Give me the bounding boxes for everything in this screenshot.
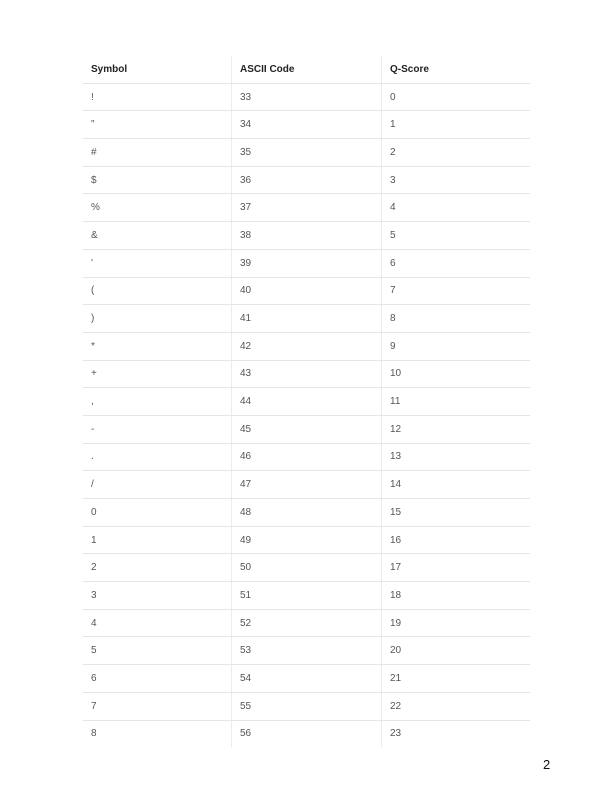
cell-ascii-code: 39 [232, 249, 382, 277]
cell-ascii-code: 56 [232, 720, 382, 747]
cell-q-score: 21 [382, 665, 531, 693]
cell-q-score: 17 [382, 554, 531, 582]
table-row [83, 665, 530, 693]
cell-symbol: 5 [83, 637, 232, 665]
cell-symbol: , [83, 388, 232, 416]
cell-q-score: 6 [382, 249, 531, 277]
cell-symbol: # [83, 139, 232, 167]
table-row [83, 332, 530, 360]
table-row [83, 692, 530, 720]
cell-q-score: 22 [382, 692, 531, 720]
cell-symbol: 3 [83, 582, 232, 610]
table-row [83, 443, 530, 471]
cell-ascii-code: 54 [232, 665, 382, 693]
cell-ascii-code: 40 [232, 277, 382, 305]
table-row [83, 166, 530, 194]
ascii-qscore-table [83, 56, 530, 747]
cell-q-score: 3 [382, 166, 531, 194]
cell-ascii-code: 43 [232, 360, 382, 388]
cell-symbol: 2 [83, 554, 232, 582]
cell-ascii-code: 37 [232, 194, 382, 222]
cell-symbol: 4 [83, 609, 232, 637]
table-row [83, 637, 530, 665]
cell-q-score: 4 [382, 194, 531, 222]
cell-q-score: 11 [382, 388, 531, 416]
cell-q-score: 19 [382, 609, 531, 637]
cell-symbol: * [83, 332, 232, 360]
cell-q-score: 12 [382, 415, 531, 443]
table-row [83, 194, 530, 222]
cell-ascii-code: 45 [232, 415, 382, 443]
cell-ascii-code: 33 [232, 83, 382, 111]
header-q-score: Q-Score [382, 56, 531, 83]
table-row [83, 720, 530, 747]
cell-q-score: 23 [390, 728, 402, 740]
page-number: 2 [543, 757, 551, 772]
cell-symbol: ( [83, 277, 232, 305]
header-ascii-code: ASCII Code [232, 56, 382, 83]
cell-q-score: 13 [382, 443, 531, 471]
table-row [83, 277, 530, 305]
cell-ascii-code: 44 [232, 388, 382, 416]
cell-ascii-code: 42 [232, 332, 382, 360]
cell-q-score: 1 [382, 111, 531, 139]
cell-ascii-code: 51 [232, 582, 382, 610]
cell-symbol: & [83, 222, 232, 250]
table-row [83, 582, 530, 610]
cell-q-score: 8 [382, 305, 531, 333]
table-row [83, 554, 530, 582]
cell-ascii-code: 53 [232, 637, 382, 665]
cell-q-score: 2 [382, 139, 531, 167]
table-header-row [83, 56, 530, 83]
table-row [83, 249, 530, 277]
cell-ascii-code: 46 [232, 443, 382, 471]
cell-ascii-code: 52 [232, 609, 382, 637]
cell-q-score: 18 [382, 582, 531, 610]
cell-symbol: / [83, 471, 232, 499]
table-row [83, 305, 530, 333]
cell-symbol: 7 [83, 692, 232, 720]
cell-ascii-code: 41 [232, 305, 382, 333]
cell-symbol: ' [83, 249, 232, 277]
cell-symbol: + [83, 360, 232, 388]
cell-q-score: 7 [382, 277, 531, 305]
cell-q-score: 16 [382, 526, 531, 554]
cell-q-score: 14 [382, 471, 531, 499]
table-row [83, 139, 530, 167]
cell-ascii-code: 49 [232, 526, 382, 554]
cell-q-score: 0 [382, 83, 531, 111]
cell-symbol: ) [83, 305, 232, 333]
table-row [83, 222, 530, 250]
cell-ascii-code: 47 [232, 471, 382, 499]
cell-symbol: 8 [83, 720, 232, 747]
cell-symbol: ! [83, 83, 232, 111]
table-row [83, 388, 530, 416]
cell-symbol: $ [83, 166, 232, 194]
cell-q-score: 5 [382, 222, 531, 250]
cell-ascii-code: 48 [232, 499, 382, 527]
cell-symbol: 6 [83, 665, 232, 693]
cell-ascii-code: 35 [232, 139, 382, 167]
cell-q-score: 15 [382, 499, 531, 527]
table-row [83, 471, 530, 499]
cell-ascii-code: 55 [232, 692, 382, 720]
cell-symbol: . [83, 443, 232, 471]
cell-symbol: - [83, 415, 232, 443]
table-row [83, 111, 530, 139]
cell-symbol: 0 [83, 499, 232, 527]
cell-q-score: 20 [382, 637, 531, 665]
cell-ascii-code: 36 [232, 166, 382, 194]
cell-q-score: 9 [382, 332, 531, 360]
cell-ascii-code: 50 [232, 554, 382, 582]
table-row [83, 83, 530, 111]
cell-ascii-code: 38 [232, 222, 382, 250]
cell-q-score: 10 [382, 360, 531, 388]
cell-symbol: % [83, 194, 232, 222]
table-row [83, 499, 530, 527]
cell-symbol: " [83, 111, 232, 139]
cell-ascii-code: 34 [232, 111, 382, 139]
header-symbol: Symbol [83, 56, 232, 83]
table-row [83, 360, 530, 388]
table-row [83, 526, 530, 554]
table-row [83, 609, 530, 637]
table-row [83, 415, 530, 443]
cell-symbol: 1 [83, 526, 232, 554]
